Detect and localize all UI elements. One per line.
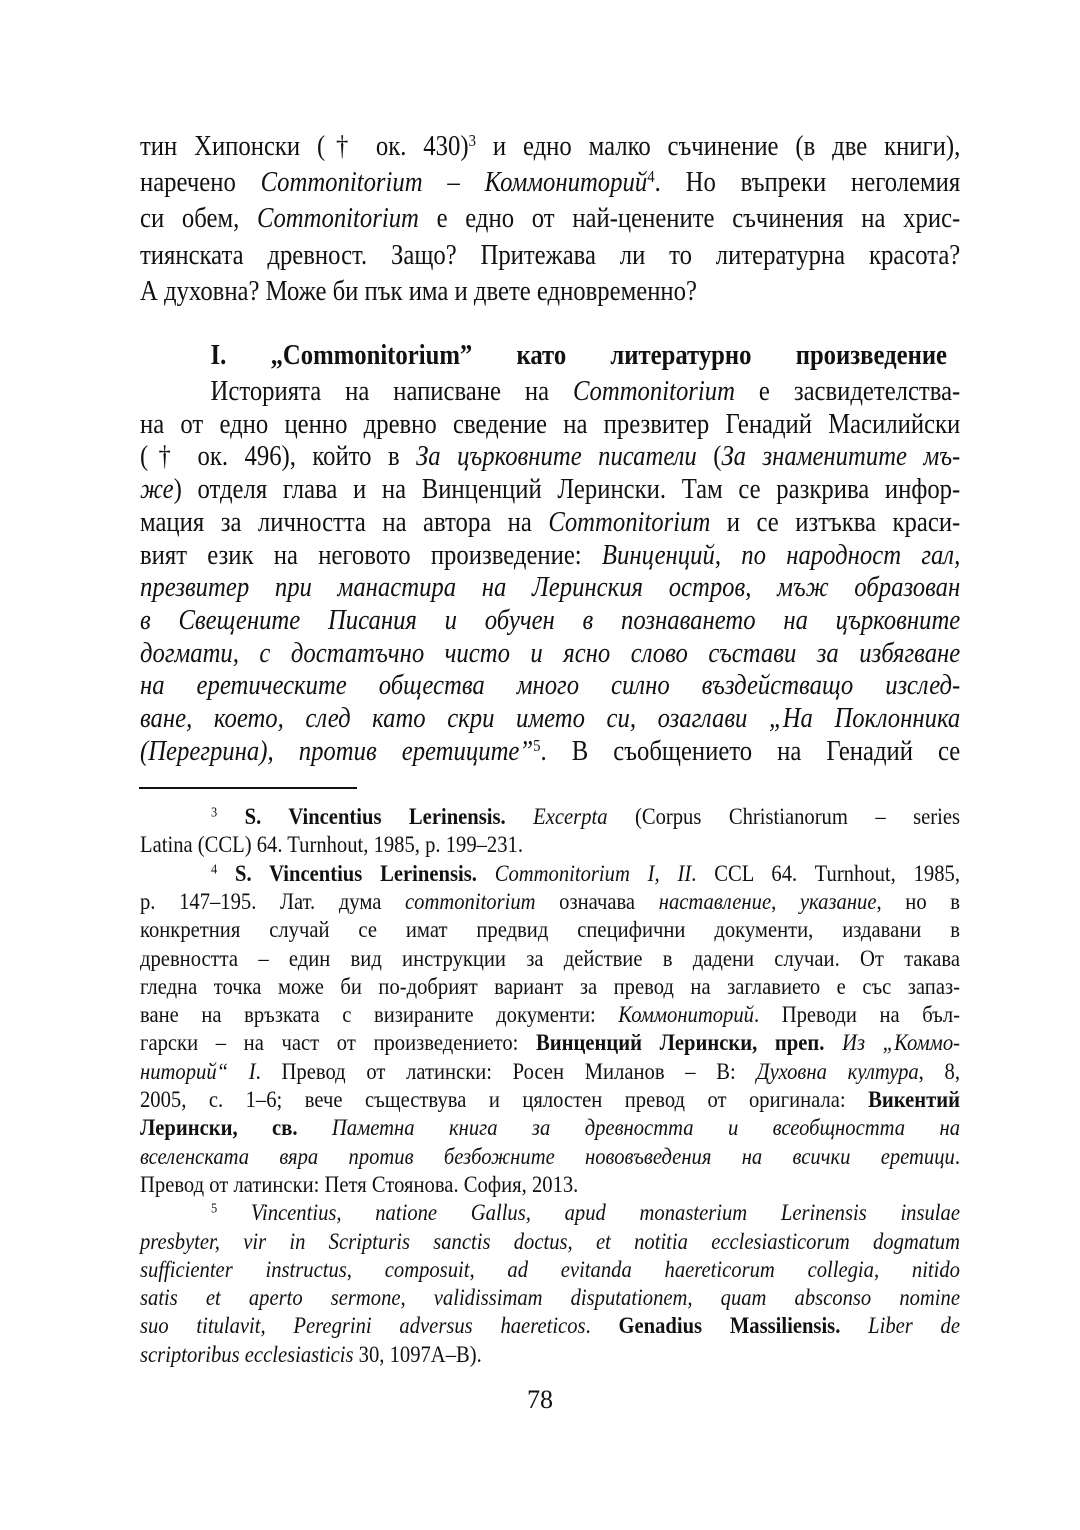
text-run: Винценций Лерински, преп.: [536, 1030, 825, 1057]
text-run: [506, 804, 533, 830]
text-run: (Corpus Christianorum – series: [607, 804, 961, 830]
footnote-line: [140, 1228, 960, 1256]
text-run: на еретическите общества много силно въздействащо изслед-: [140, 670, 961, 702]
text-run: . Преводи на бъл-: [753, 1002, 960, 1029]
footnote-line: [140, 1143, 960, 1171]
text-run: Commonitorium: [548, 506, 711, 538]
text-run: А духовна? Може би пък има и двете едновременно?: [140, 275, 697, 307]
text-line: [140, 166, 960, 200]
text-line: [140, 130, 960, 164]
text-run: († ок. 496), който в: [140, 441, 417, 473]
text-run: [297, 1115, 331, 1141]
footnote-line: [140, 888, 960, 916]
text-run: [477, 861, 495, 887]
text-run: [217, 804, 244, 830]
text-run: commonitorium: [405, 888, 536, 915]
footnote-line: [140, 916, 960, 944]
text-run: презвитер при манастира на Леринския остров, мъж образован: [140, 572, 961, 604]
text-line: [140, 604, 960, 638]
footnote-line: [140, 1114, 960, 1142]
text-run: ) отделя глава и на Винценций Лерински. Там се разкрива инфор-: [173, 474, 961, 506]
footnote-marker: 4: [211, 860, 218, 877]
text-run: же: [140, 474, 174, 506]
footnote-marker: 5: [211, 1200, 218, 1217]
text-line: [140, 539, 960, 573]
footnote-line: [140, 1256, 960, 1284]
text-run: . В съобщението на Генадий се: [540, 735, 961, 767]
text-run: .: [954, 1143, 960, 1170]
text-run: Commonitorium: [256, 203, 419, 235]
text-run: вият език на неговото произведение:: [140, 539, 602, 571]
text-run: наречено: [140, 167, 261, 199]
text-run: satis et aperto sermone, validissimam disputationem, quam absconso nomine: [140, 1285, 960, 1312]
text-run: Паметна книга за древността и всеобщността на: [331, 1115, 961, 1142]
text-run: в Свещените Писания и обучен в познаването на църковните: [140, 604, 961, 636]
text-run: S. Vincentius Lerinensis.: [244, 804, 506, 830]
text-run: Latina (CCL) 64. Turnhout, 1985, p. 199–231.: [140, 832, 524, 859]
text-run: ване, което, след като скри името си, озаглави „На Поклонника: [140, 703, 961, 734]
text-run: Excerpta: [533, 804, 608, 830]
text-run: scriptoribus ecclesiasticis: [140, 1341, 354, 1368]
text-run: ване на връзката с визираните документи:: [140, 1002, 619, 1029]
text-line: [140, 637, 960, 671]
text-run: За знаменитите мъ-: [721, 441, 961, 473]
text-run: гледна точка може би по-добрият вариант за превод на заглавието е със запаз-: [140, 973, 960, 1000]
footnote-marker: 3: [211, 804, 218, 821]
text-run: Genadius Massiliensis.: [618, 1313, 841, 1340]
text-run: Commonitorium – Коммониторий: [260, 167, 648, 199]
text-run: suo titulavit, Peregrini adversus haereticos: [140, 1313, 586, 1340]
text-line: [140, 202, 960, 236]
footnote-marker: 3: [468, 130, 476, 150]
text-run: Превод от латински: Петя Стоянова. София, 2013.: [140, 1171, 579, 1198]
text-line: [140, 571, 960, 605]
text-run: (: [696, 441, 722, 473]
text-run: Лерински, св.: [140, 1115, 298, 1142]
text-run: Liber de: [868, 1313, 961, 1340]
text-run: Викентий: [868, 1087, 960, 1113]
footnote-line: [140, 831, 960, 859]
section-heading: I. „Commonitorium” като литературно произведение: [210, 340, 948, 371]
footnote-line: [140, 945, 960, 973]
text-line: [140, 735, 960, 769]
text-run: Духовна култура: [756, 1058, 919, 1085]
text-run: наставление: [658, 888, 772, 915]
text-run: . Превод от латински: Росен Миланов – В:: [255, 1058, 757, 1085]
footnote-line: [140, 1199, 960, 1227]
footnote-line: [140, 973, 960, 1001]
text-line: [140, 506, 960, 540]
text-run: ниторий“ I: [140, 1058, 256, 1085]
text-run: си обем,: [140, 203, 257, 235]
footnote-line: [140, 860, 960, 888]
footnote-line: [140, 1312, 960, 1340]
text-line: [140, 375, 960, 409]
text-run: догмати, с достатъчно чисто и ясно слово състави за избягване: [140, 637, 961, 669]
text-run: Историята на написване на: [210, 376, 574, 407]
text-run: и едно малко съчинение (в две книги),: [475, 131, 961, 162]
text-run: [217, 861, 235, 887]
footnote-line: [140, 1029, 960, 1057]
text-run: Из „Коммо-: [842, 1030, 960, 1057]
text-line: [140, 440, 960, 474]
text-run: Винценций, по народност гал,: [601, 539, 961, 571]
text-run: тиянската древност. Защо? Притежава ли то литературна красота?: [140, 239, 961, 271]
text-run: е засвидетелства-: [734, 376, 961, 407]
text-run: указание: [799, 888, 877, 915]
text-line: [140, 408, 960, 442]
text-line: [140, 239, 960, 273]
text-run: S. Vincentius Lerinensis.: [235, 860, 477, 887]
text-run: Vincentius, natione Gallus, apud monasterium Lerinensis insulae: [250, 1200, 960, 1227]
text-line: [140, 669, 960, 703]
text-run: древността – един вид инструкции за действие в дадени случаи. От такава: [140, 945, 960, 972]
text-run: [840, 1313, 868, 1339]
footnote-line: [140, 1058, 960, 1086]
text-run: е едно от най-ценените съчинения на хрис-: [418, 203, 961, 235]
text-run: 30, 1097A–B).: [353, 1341, 482, 1368]
footnote-separator: [139, 787, 357, 789]
text-run: гарски – на част от произведението:: [140, 1030, 537, 1057]
text-run: вселенската вяра против безбожните нововъведения на всички еретици: [140, 1143, 955, 1170]
footnote-line: [140, 1284, 960, 1312]
text-line: [140, 473, 960, 507]
footnote-line: [140, 803, 960, 831]
text-run: мация за личността на автора на: [140, 506, 549, 538]
text-run: p. 147–195. Лат. дума: [140, 888, 406, 915]
footnote-line: [140, 1086, 960, 1114]
footnote-line: [140, 1001, 960, 1029]
text-run: ,: [771, 888, 800, 915]
text-run: Commonitorium I, II: [494, 860, 692, 887]
text-run: [824, 1030, 842, 1056]
text-run: За църковните писатели: [416, 441, 697, 473]
text-run: presbyter, vir in Scripturis sanctis doctus, et notitia ecclesiasticorum dogmatum: [140, 1228, 960, 1255]
footnote-line: [140, 1171, 960, 1199]
text-line: [140, 702, 960, 736]
text-run: 2005, с. 1–6; вече съществува и цялостен превод от оригинала:: [140, 1087, 869, 1113]
text-run: Commonitorium: [573, 376, 735, 407]
text-run: Коммониторий: [618, 1002, 754, 1029]
text-run: sufficienter instructus, composuit, ad evitanda haereticorum collegia, nitido: [140, 1256, 960, 1283]
text-run: на от едно ценно древно сведение на презвитер Генадий Масилийски: [140, 408, 961, 440]
text-run: (Перегрина), против еретиците”: [140, 735, 534, 767]
text-run: . CCL 64. Turnhout, 1985,: [691, 860, 960, 887]
page-number: 78: [527, 1385, 553, 1414]
footnote-marker: 5: [533, 735, 541, 755]
text-run: конкретния случай се имат предвид специфични документи, издавани в: [140, 917, 960, 944]
text-run: и се изтъква краси-: [710, 506, 961, 538]
text-run: означава: [535, 888, 659, 915]
text-line: [140, 275, 960, 309]
text-run: , но в: [876, 888, 960, 915]
footnote-marker: 4: [647, 166, 655, 186]
text-run: . Но въпреки неголемия: [654, 167, 961, 199]
text-run: , 8,: [918, 1058, 960, 1085]
text-run: тин Хипонски († ок. 430): [140, 131, 469, 162]
footnote-line: [140, 1341, 960, 1369]
text-run: [217, 1200, 251, 1226]
text-run: .: [585, 1313, 619, 1340]
